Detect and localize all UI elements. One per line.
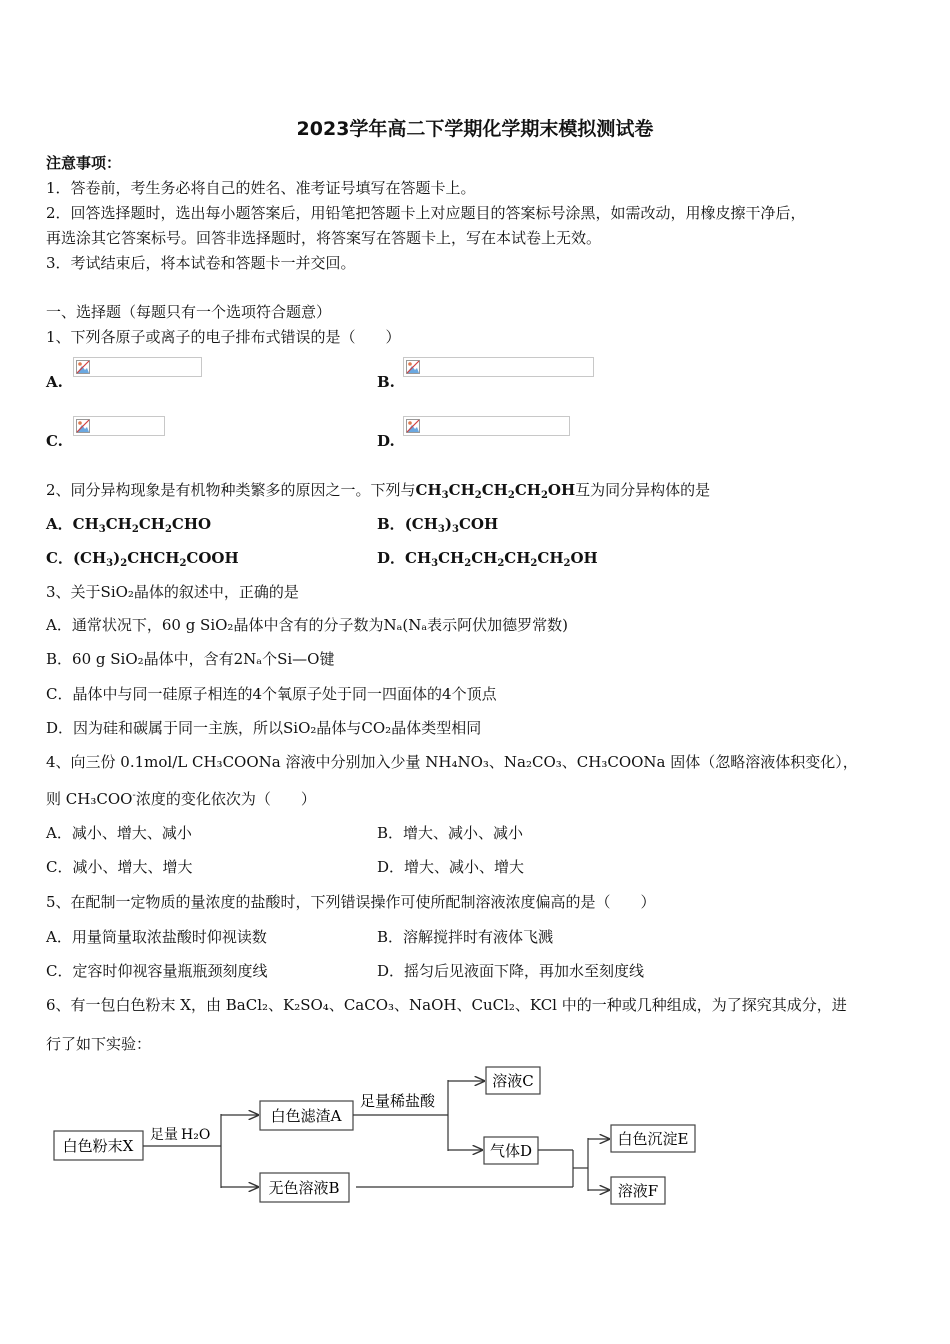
q4-option-c: C．减小、增大、增大	[46, 858, 193, 876]
q5-option-a: A．用量筒量取浓盐酸时仰视读数	[46, 928, 267, 946]
q2-option-c: C．$(CH_3)_2CHCH_2COOH$	[46, 549, 239, 569]
q1-label-c: C.	[46, 432, 63, 450]
page-title: 2023学年高二下学期化学期末模拟测试卷	[296, 118, 654, 140]
q4-option-a: A．减小、增大、减小	[46, 824, 192, 842]
q1-stem: 1、下列各原子或离子的电子排布式错误的是（ ）	[46, 328, 401, 346]
q3-option-d: D．因为硅和碳属于同一主族，所以SiO₂晶体与CO₂晶体类型相同	[46, 719, 482, 737]
q3-option-c: C．晶体中与同一硅原子相连的4个氧原子处于同一四面体的4个顶点	[46, 685, 497, 703]
q1-option-d-image	[403, 416, 570, 436]
q4-stem-line2: 则 CH₃COO-浓度的变化依次为（ ）	[46, 790, 316, 808]
svg-text:白色滤渣A: 白色滤渣A	[270, 1107, 342, 1125]
q2-stem-post: 互为同分异构体的是	[575, 481, 711, 499]
q1-label-b: B.	[377, 373, 395, 391]
svg-text:白色沉淀E: 白色沉淀E	[617, 1130, 689, 1148]
q1-label-d: D.	[377, 432, 395, 450]
q3-stem: 3、关于SiO₂晶体的叙述中，正确的是	[46, 583, 299, 601]
notice-item-2: 2．回答选择题时，选出每小题答案后，用铅笔把答题卡上对应题目的答案标号涂黑，如需改动，用橡皮擦干净后，	[46, 204, 806, 222]
q2-option-d: D．$CH_3CH_2CH_2CH_2CH_2OH$	[377, 549, 598, 569]
svg-text:白色粉末X: 白色粉末X	[62, 1137, 134, 1155]
q2-stem-pre: 2、同分异构现象是有机物种类繁多的原因之一。下列与	[46, 481, 416, 499]
broken-image-icon	[76, 419, 90, 433]
node-gas-d	[484, 1137, 538, 1164]
q1-option-c-image	[73, 416, 165, 436]
notice-item-3: 3．考试结束后，将本试卷和答题卡一并交回。	[46, 254, 356, 272]
broken-image-icon	[406, 360, 420, 374]
q6-stem-line2: 行了如下实验：	[46, 1035, 152, 1053]
q5-option-d: D．摇匀后见液面下降，再加水至刻度线	[377, 962, 645, 980]
node-solution-f	[611, 1177, 665, 1204]
q5-stem: 5、在配制一定物质的量浓度的盐酸时，下列错误操作可使所配制溶液浓度偏高的是（ ）	[46, 893, 656, 911]
svg-text:溶液F: 溶液F	[617, 1182, 659, 1200]
q2-stem	[46, 479, 710, 500]
q2-option-b: B．$(CH_3)_3COH$	[377, 515, 499, 535]
svg-text:溶液C: 溶液C	[492, 1072, 534, 1090]
label-hcl: 足量稀盐酸	[360, 1092, 436, 1110]
q6-stem-line1: 6、有一包白色粉末 X，由 BaCl₂、K₂SO₄、CaCO₃、NaOH、CuCl₂、KCl 中的一种或几种组成，为了探究其成分，进	[46, 996, 847, 1014]
q3-option-b: B．60 g SiO₂晶体中，含有2Nₐ个Si—O键	[46, 650, 335, 668]
q5-option-b: B．溶解搅拌时有液体飞溅	[377, 928, 554, 946]
notice-item-2-cont: 再选涂其它答案标号。回答非选择题时，将答案写在答题卡上，写在本试卷上无效。	[46, 229, 602, 247]
notice-heading: 注意事项：	[46, 154, 122, 172]
svg-text:无色溶液B: 无色溶液B	[268, 1179, 340, 1197]
node-precipitate-e	[611, 1125, 695, 1152]
node-residue-a	[260, 1101, 353, 1130]
q5-option-c: C．定容时仰视容量瓶瓶颈刻度线	[46, 962, 268, 980]
node-powder-x	[54, 1131, 143, 1160]
q2-option-a: A．$CH_3CH_2CH_2CHO$	[46, 515, 212, 535]
q1-option-a-image	[73, 357, 202, 377]
q1-label-a: A.	[46, 373, 63, 391]
q1-option-b-image	[403, 357, 594, 377]
node-solution-c	[486, 1067, 540, 1094]
node-solution-b	[260, 1173, 349, 1202]
label-water: 足量 H₂O	[150, 1127, 211, 1143]
section-heading: 一、选择题（每题只有一个选项符合题意）	[46, 303, 332, 321]
broken-image-icon	[76, 360, 90, 374]
notice-item-1: 1．答卷前，考生务必将自己的姓名、准考证号填写在答题卡上。	[46, 179, 476, 197]
q4-option-d: D．增大、减小、增大	[377, 858, 525, 876]
broken-image-icon	[406, 419, 420, 433]
svg-text:气体D: 气体D	[489, 1142, 533, 1160]
q4-option-b: B．增大、减小、减小	[377, 824, 524, 842]
q3-option-a: A．通常状况下，60 g SiO₂晶体中含有的分子数为Nₐ(Nₐ表示阿伏加德罗常数)	[46, 616, 568, 634]
q2-formula: $CH_3CH_2CH_2CH_2OH$	[415, 481, 576, 501]
experiment-flow-diagram	[40, 1060, 710, 1210]
q4-stem-line1: 4、向三份 0.1mol/L CH₃COONa 溶液中分别加入少量 NH₄NO₃、Na₂CO₃、CH₃COONa 固体（忽略溶液体积变化），	[46, 753, 858, 771]
